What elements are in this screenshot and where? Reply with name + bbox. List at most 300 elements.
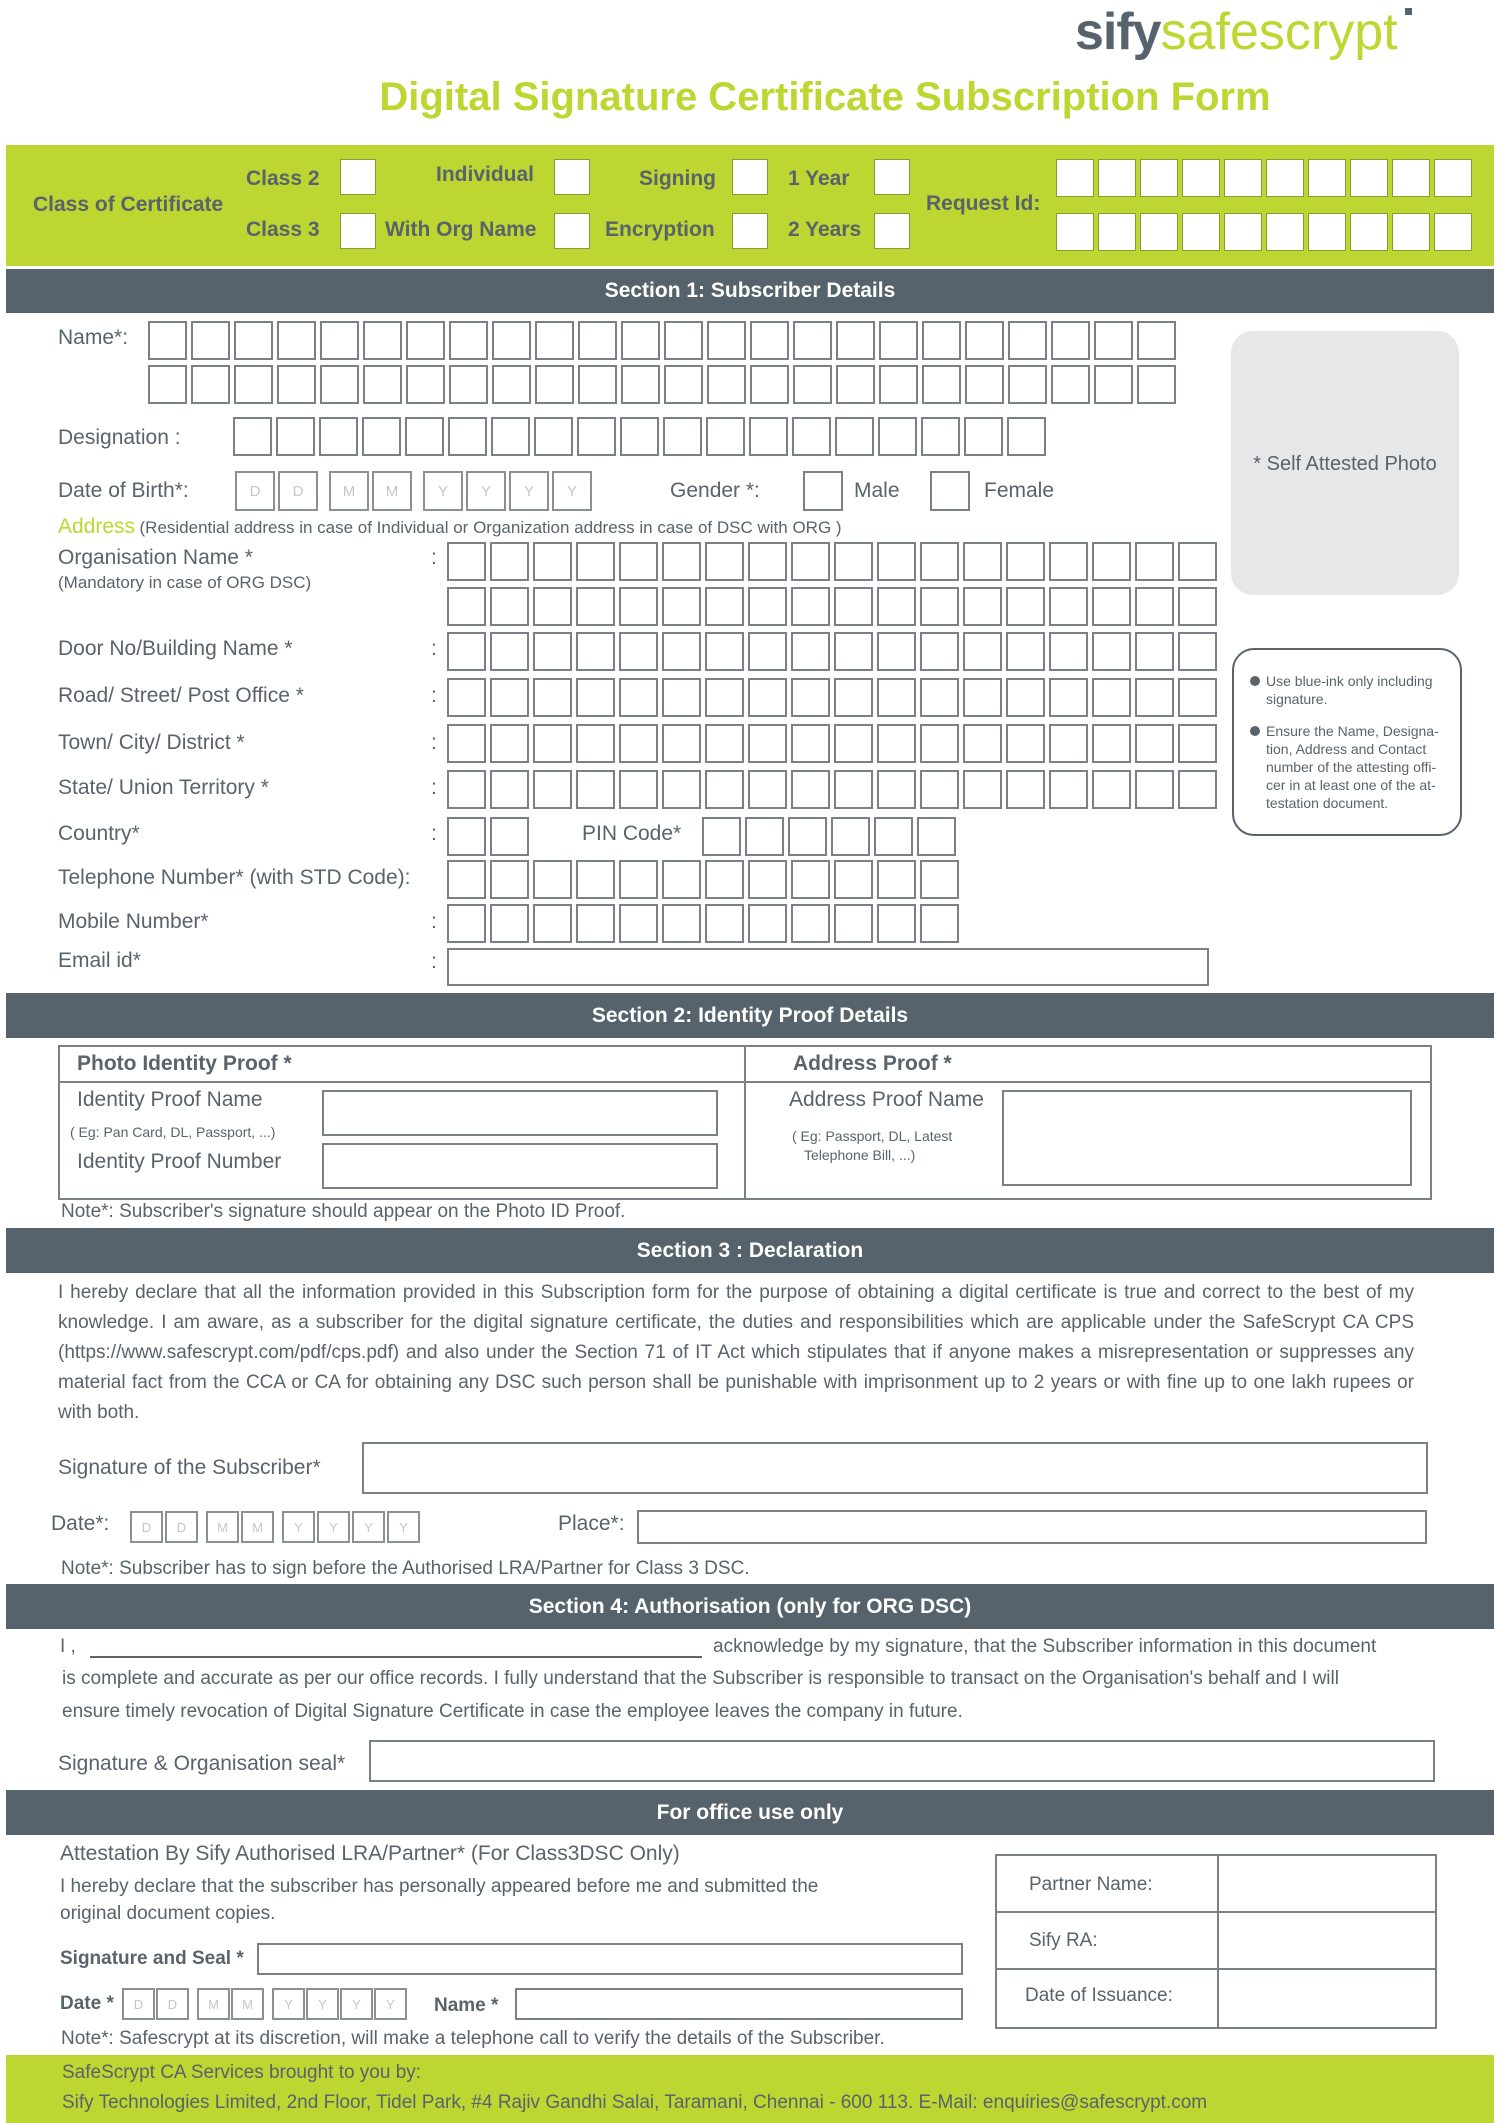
char-cell[interactable] xyxy=(576,587,615,626)
char-cell[interactable] xyxy=(1006,632,1045,671)
char-cell[interactable] xyxy=(1007,417,1046,456)
char-cell[interactable] xyxy=(963,724,1002,763)
request-id-cell[interactable] xyxy=(1434,213,1472,251)
char-cell[interactable] xyxy=(619,724,658,763)
char-cell[interactable] xyxy=(702,817,741,856)
char-cell[interactable] xyxy=(748,904,787,943)
char-cell[interactable] xyxy=(922,321,961,360)
char-cell[interactable] xyxy=(920,587,959,626)
char-cell[interactable] xyxy=(877,904,916,943)
request-id-cell[interactable] xyxy=(1434,159,1472,197)
char-cell[interactable] xyxy=(576,678,615,717)
photo-id-heading: Photo Identity Proof * xyxy=(77,1052,292,1075)
dob-year-cell[interactable]: Y xyxy=(552,471,592,511)
dob-day-cell[interactable]: D xyxy=(278,471,318,511)
char-cell[interactable] xyxy=(533,542,572,581)
char-cell[interactable] xyxy=(234,321,273,360)
char-cell[interactable] xyxy=(835,417,874,456)
char-cell[interactable] xyxy=(620,417,659,456)
char-cell[interactable] xyxy=(449,321,488,360)
char-cell[interactable] xyxy=(276,417,315,456)
char-cell[interactable] xyxy=(1049,724,1088,763)
char-cell[interactable] xyxy=(576,860,615,899)
char-cell[interactable] xyxy=(791,542,830,581)
colon: : xyxy=(431,546,437,569)
char-cell[interactable] xyxy=(705,542,744,581)
request-id-cell[interactable] xyxy=(1350,213,1388,251)
dob-label: Date of Birth*: xyxy=(58,479,189,502)
char-cell[interactable] xyxy=(791,904,830,943)
request-id-cell[interactable] xyxy=(1140,213,1178,251)
road-label: Road/ Street/ Post Office * xyxy=(58,684,304,707)
char-cell[interactable] xyxy=(1137,365,1176,404)
char-cell[interactable] xyxy=(920,542,959,581)
char-cell[interactable] xyxy=(834,904,873,943)
class3-checkbox[interactable] xyxy=(340,213,376,249)
encryption-checkbox[interactable] xyxy=(732,213,768,249)
address-proof-name-field[interactable] xyxy=(1002,1090,1412,1186)
char-cell[interactable] xyxy=(490,817,529,856)
request-id-cell[interactable] xyxy=(1392,159,1430,197)
char-cell[interactable] xyxy=(533,904,572,943)
char-cell[interactable] xyxy=(662,904,701,943)
char-cell[interactable] xyxy=(576,770,615,809)
date-month-cell[interactable]: M xyxy=(197,1988,230,2020)
char-cell[interactable] xyxy=(1135,678,1174,717)
date-year-cell[interactable]: Y xyxy=(387,1511,420,1543)
id-proof-name-field[interactable] xyxy=(322,1090,718,1136)
date-month-cell[interactable]: M xyxy=(231,1988,264,2020)
char-cell[interactable] xyxy=(662,632,701,671)
authoriser-name-line[interactable] xyxy=(90,1656,702,1658)
lra-signature-field[interactable] xyxy=(257,1943,963,1975)
char-cell[interactable] xyxy=(1178,678,1217,717)
char-cell[interactable] xyxy=(447,542,486,581)
class2-checkbox[interactable] xyxy=(340,159,376,195)
office-use-header: For office use only xyxy=(6,1790,1494,1835)
char-cell[interactable] xyxy=(363,321,402,360)
char-cell[interactable] xyxy=(1006,678,1045,717)
char-cell[interactable] xyxy=(447,678,486,717)
email-label: Email id* xyxy=(58,949,141,972)
char-cell[interactable] xyxy=(1092,724,1131,763)
char-cell[interactable] xyxy=(1008,365,1047,404)
char-cell[interactable] xyxy=(1092,632,1131,671)
request-id-cell[interactable] xyxy=(1140,159,1178,197)
name-row-1 xyxy=(148,321,1176,360)
char-cell[interactable] xyxy=(965,321,1004,360)
char-cell[interactable] xyxy=(793,365,832,404)
char-cell[interactable] xyxy=(662,678,701,717)
char-cell[interactable] xyxy=(748,632,787,671)
char-cell[interactable] xyxy=(705,678,744,717)
char-cell[interactable] xyxy=(877,860,916,899)
char-cell[interactable] xyxy=(662,724,701,763)
request-id-cell[interactable] xyxy=(1182,159,1220,197)
lra-signature-label: Signature and Seal * xyxy=(60,1948,244,1969)
char-cell[interactable] xyxy=(920,678,959,717)
char-cell[interactable] xyxy=(277,321,316,360)
char-cell[interactable] xyxy=(664,365,703,404)
char-cell[interactable] xyxy=(662,770,701,809)
char-cell[interactable] xyxy=(1094,321,1133,360)
org-name-row-2 xyxy=(447,587,1217,626)
char-cell[interactable] xyxy=(874,817,913,856)
char-cell[interactable] xyxy=(963,632,1002,671)
two-years-checkbox[interactable] xyxy=(874,213,910,249)
signing-checkbox[interactable] xyxy=(732,159,768,195)
address-note: (Residential address in case of Individual or Organization address in case of DSC with ORG ) xyxy=(139,518,842,537)
char-cell[interactable] xyxy=(533,860,572,899)
date-year-cell[interactable]: Y xyxy=(282,1511,315,1543)
request-id-cell[interactable] xyxy=(1224,159,1262,197)
declaration-date-label: Date*: xyxy=(51,1512,110,1535)
char-cell[interactable] xyxy=(1006,587,1045,626)
char-cell[interactable] xyxy=(748,587,787,626)
char-cell[interactable] xyxy=(748,770,787,809)
request-id-cell[interactable] xyxy=(1224,213,1262,251)
char-cell[interactable] xyxy=(320,321,359,360)
char-cell[interactable] xyxy=(578,321,617,360)
char-cell[interactable] xyxy=(1008,321,1047,360)
char-cell[interactable] xyxy=(877,724,916,763)
char-cell[interactable] xyxy=(662,542,701,581)
colon: : xyxy=(431,684,437,707)
char-cell[interactable] xyxy=(750,365,789,404)
char-cell[interactable] xyxy=(705,904,744,943)
request-id-cell[interactable] xyxy=(1266,213,1304,251)
char-cell[interactable] xyxy=(1049,542,1088,581)
char-cell[interactable] xyxy=(447,587,486,626)
char-cell[interactable] xyxy=(1178,632,1217,671)
char-cell[interactable] xyxy=(619,678,658,717)
char-cell[interactable] xyxy=(320,365,359,404)
char-cell[interactable] xyxy=(1051,321,1090,360)
char-cell[interactable] xyxy=(965,365,1004,404)
char-cell[interactable] xyxy=(447,904,486,943)
char-cell[interactable] xyxy=(447,817,486,856)
char-cell[interactable] xyxy=(920,724,959,763)
char-cell[interactable] xyxy=(490,678,529,717)
char-cell[interactable] xyxy=(319,417,358,456)
request-id-cell[interactable] xyxy=(1098,159,1136,197)
request-id-cell[interactable] xyxy=(1056,159,1094,197)
dob-year-cell[interactable]: Y xyxy=(423,471,463,511)
char-cell[interactable] xyxy=(1135,770,1174,809)
char-cell[interactable] xyxy=(490,904,529,943)
char-cell[interactable] xyxy=(750,321,789,360)
designation-row xyxy=(233,417,1046,456)
char-cell[interactable] xyxy=(705,587,744,626)
char-cell[interactable] xyxy=(663,417,702,456)
char-cell[interactable] xyxy=(917,817,956,856)
char-cell[interactable] xyxy=(791,770,830,809)
mobile-row xyxy=(447,904,959,943)
attestation-heading: Attestation By Sify Authorised LRA/Partner* (For Class3DSC Only) xyxy=(60,1842,680,1865)
char-cell[interactable] xyxy=(745,817,784,856)
dob-year-cell[interactable]: Y xyxy=(466,471,506,511)
char-cell[interactable] xyxy=(447,860,486,899)
date-year-cell[interactable]: Y xyxy=(374,1988,407,2020)
char-cell[interactable] xyxy=(748,724,787,763)
char-cell[interactable] xyxy=(1135,724,1174,763)
id-proof-example: ( Eg: Pan Card, DL, Passport, ...) xyxy=(70,1124,276,1140)
request-id-cell[interactable] xyxy=(1182,213,1220,251)
char-cell[interactable] xyxy=(1051,365,1090,404)
dob-month-cell[interactable]: M xyxy=(329,471,369,511)
char-cell[interactable] xyxy=(1135,632,1174,671)
colon: : xyxy=(431,910,437,933)
char-cell[interactable] xyxy=(619,770,658,809)
request-id-cell[interactable] xyxy=(1098,213,1136,251)
char-cell[interactable] xyxy=(920,632,959,671)
char-cell[interactable] xyxy=(705,724,744,763)
char-cell[interactable] xyxy=(234,365,273,404)
char-cell[interactable] xyxy=(879,365,918,404)
char-cell[interactable] xyxy=(1092,587,1131,626)
date-day-cell[interactable]: D xyxy=(165,1511,198,1543)
char-cell[interactable] xyxy=(791,632,830,671)
state-row xyxy=(447,770,1217,809)
char-cell[interactable] xyxy=(1137,321,1176,360)
char-cell[interactable] xyxy=(533,724,572,763)
date-month-cell[interactable]: M xyxy=(206,1511,239,1543)
org-seal-field[interactable] xyxy=(369,1740,1435,1782)
dob-year-cell[interactable]: Y xyxy=(509,471,549,511)
char-cell[interactable] xyxy=(1006,542,1045,581)
char-cell[interactable] xyxy=(791,587,830,626)
date-of-issuance-label: Date of Issuance: xyxy=(1025,1985,1173,2006)
char-cell[interactable] xyxy=(533,632,572,671)
char-cell[interactable] xyxy=(878,417,917,456)
request-id-cell[interactable] xyxy=(1392,213,1430,251)
char-cell[interactable] xyxy=(621,321,660,360)
char-cell[interactable] xyxy=(877,678,916,717)
char-cell[interactable] xyxy=(1092,542,1131,581)
with-org-name-checkbox[interactable] xyxy=(554,213,590,249)
char-cell[interactable] xyxy=(1006,770,1045,809)
char-cell[interactable] xyxy=(1049,770,1088,809)
char-cell[interactable] xyxy=(664,321,703,360)
char-cell[interactable] xyxy=(749,417,788,456)
dob-day-cell[interactable]: D xyxy=(235,471,275,511)
char-cell[interactable] xyxy=(706,417,745,456)
partner-name-field[interactable] xyxy=(1219,1856,1435,1911)
char-cell[interactable] xyxy=(277,365,316,404)
char-cell[interactable] xyxy=(1135,587,1174,626)
char-cell[interactable] xyxy=(877,770,916,809)
divider xyxy=(744,1047,746,1198)
char-cell[interactable] xyxy=(1178,587,1217,626)
char-cell[interactable] xyxy=(877,587,916,626)
char-cell[interactable] xyxy=(578,365,617,404)
char-cell[interactable] xyxy=(1094,365,1133,404)
char-cell[interactable] xyxy=(879,321,918,360)
date-month-cell[interactable]: M xyxy=(241,1511,274,1543)
char-cell[interactable] xyxy=(363,365,402,404)
char-cell[interactable] xyxy=(577,417,616,456)
char-cell[interactable] xyxy=(748,678,787,717)
lra-name-field[interactable] xyxy=(515,1988,963,2020)
char-cell[interactable] xyxy=(1178,724,1217,763)
subscriber-signature-field[interactable] xyxy=(362,1442,1428,1494)
char-cell[interactable] xyxy=(533,587,572,626)
char-cell[interactable] xyxy=(490,632,529,671)
char-cell[interactable] xyxy=(576,632,615,671)
char-cell[interactable] xyxy=(362,417,401,456)
char-cell[interactable] xyxy=(490,770,529,809)
char-cell[interactable] xyxy=(834,860,873,899)
char-cell[interactable] xyxy=(877,632,916,671)
char-cell[interactable] xyxy=(834,724,873,763)
char-cell[interactable] xyxy=(447,632,486,671)
char-cell[interactable] xyxy=(576,542,615,581)
char-cell[interactable] xyxy=(748,860,787,899)
char-cell[interactable] xyxy=(793,321,832,360)
email-field[interactable] xyxy=(447,948,1209,986)
char-cell[interactable] xyxy=(490,860,529,899)
char-cell[interactable] xyxy=(233,417,272,456)
char-cell[interactable] xyxy=(619,632,658,671)
char-cell[interactable] xyxy=(448,417,487,456)
class2-label: Class 2 xyxy=(246,167,320,190)
char-cell[interactable] xyxy=(619,860,658,899)
char-cell[interactable] xyxy=(1049,632,1088,671)
request-id-cell[interactable] xyxy=(1350,159,1388,197)
request-id-cell[interactable] xyxy=(1056,213,1094,251)
char-cell[interactable] xyxy=(1178,542,1217,581)
char-cell[interactable] xyxy=(791,724,830,763)
char-cell[interactable] xyxy=(447,724,486,763)
char-cell[interactable] xyxy=(576,904,615,943)
date-year-cell[interactable]: Y xyxy=(272,1988,305,2020)
char-cell[interactable] xyxy=(963,770,1002,809)
char-cell[interactable] xyxy=(920,770,959,809)
char-cell[interactable] xyxy=(1178,770,1217,809)
char-cell[interactable] xyxy=(490,542,529,581)
char-cell[interactable] xyxy=(920,904,959,943)
date-of-issuance-field[interactable] xyxy=(1219,1970,1435,2027)
sify-ra-field[interactable] xyxy=(1219,1913,1435,1968)
char-cell[interactable] xyxy=(922,365,961,404)
date-year-cell[interactable]: Y xyxy=(306,1988,339,2020)
char-cell[interactable] xyxy=(1135,542,1174,581)
individual-checkbox[interactable] xyxy=(554,159,590,195)
char-cell[interactable] xyxy=(576,724,615,763)
char-cell[interactable] xyxy=(191,365,230,404)
char-cell[interactable] xyxy=(1006,724,1045,763)
char-cell[interactable] xyxy=(406,365,445,404)
char-cell[interactable] xyxy=(662,860,701,899)
char-cell[interactable] xyxy=(963,678,1002,717)
char-cell[interactable] xyxy=(834,542,873,581)
char-cell[interactable] xyxy=(920,860,959,899)
char-cell[interactable] xyxy=(705,770,744,809)
char-cell[interactable] xyxy=(963,587,1002,626)
char-cell[interactable] xyxy=(490,724,529,763)
char-cell[interactable] xyxy=(492,365,531,404)
request-id-cell[interactable] xyxy=(1266,159,1304,197)
char-cell[interactable] xyxy=(836,365,875,404)
date-year-cell[interactable]: Y xyxy=(352,1511,385,1543)
char-cell[interactable] xyxy=(406,321,445,360)
char-cell[interactable] xyxy=(533,770,572,809)
char-cell[interactable] xyxy=(449,365,488,404)
char-cell[interactable] xyxy=(831,817,870,856)
char-cell[interactable] xyxy=(834,770,873,809)
char-cell[interactable] xyxy=(534,417,573,456)
char-cell[interactable] xyxy=(921,417,960,456)
char-cell[interactable] xyxy=(148,365,187,404)
char-cell[interactable] xyxy=(619,542,658,581)
date-year-cell[interactable]: Y xyxy=(317,1511,350,1543)
request-id-cell[interactable] xyxy=(1308,159,1346,197)
section2-header: Section 2: Identity Proof Details xyxy=(6,993,1494,1038)
char-cell[interactable] xyxy=(1049,678,1088,717)
request-id-cell[interactable] xyxy=(1308,213,1346,251)
char-cell[interactable] xyxy=(535,321,574,360)
char-cell[interactable] xyxy=(836,321,875,360)
char-cell[interactable] xyxy=(492,321,531,360)
char-cell[interactable] xyxy=(834,632,873,671)
char-cell[interactable] xyxy=(621,365,660,404)
char-cell[interactable] xyxy=(707,365,746,404)
org-name-note: (Mandatory in case of ORG DSC) xyxy=(58,573,312,592)
char-cell[interactable] xyxy=(705,860,744,899)
char-cell[interactable] xyxy=(619,587,658,626)
char-cell[interactable] xyxy=(834,587,873,626)
char-cell[interactable] xyxy=(447,770,486,809)
date-day-cell[interactable]: D xyxy=(122,1988,155,2020)
char-cell[interactable] xyxy=(791,860,830,899)
date-day-cell[interactable]: D xyxy=(130,1511,163,1543)
char-cell[interactable] xyxy=(877,542,916,581)
char-cell[interactable] xyxy=(964,417,1003,456)
char-cell[interactable] xyxy=(405,417,444,456)
male-checkbox[interactable] xyxy=(803,471,843,511)
char-cell[interactable] xyxy=(1049,587,1088,626)
char-cell[interactable] xyxy=(191,321,230,360)
char-cell[interactable] xyxy=(748,542,787,581)
char-cell[interactable] xyxy=(788,817,827,856)
partner-name-label: Partner Name: xyxy=(1029,1874,1153,1895)
char-cell[interactable] xyxy=(792,417,831,456)
char-cell[interactable] xyxy=(619,904,658,943)
char-cell[interactable] xyxy=(705,632,744,671)
date-day-cell[interactable]: D xyxy=(156,1988,189,2020)
footer-line-1: SafeScrypt CA Services brought to you by: xyxy=(62,2062,422,2083)
char-cell[interactable] xyxy=(148,321,187,360)
char-cell[interactable] xyxy=(535,365,574,404)
char-cell[interactable] xyxy=(533,678,572,717)
char-cell[interactable] xyxy=(1092,678,1131,717)
female-checkbox[interactable] xyxy=(930,471,970,511)
photo-box[interactable] xyxy=(1231,331,1459,595)
char-cell[interactable] xyxy=(834,678,873,717)
date-year-cell[interactable]: Y xyxy=(340,1988,373,2020)
char-cell[interactable] xyxy=(662,587,701,626)
place-field[interactable] xyxy=(637,1510,1427,1544)
one-year-checkbox[interactable] xyxy=(874,159,910,195)
char-cell[interactable] xyxy=(490,587,529,626)
char-cell[interactable] xyxy=(1092,770,1131,809)
id-proof-number-field[interactable] xyxy=(322,1143,718,1189)
char-cell[interactable] xyxy=(707,321,746,360)
char-cell[interactable] xyxy=(491,417,530,456)
char-cell[interactable] xyxy=(791,678,830,717)
char-cell[interactable] xyxy=(963,542,1002,581)
dob-month-cell[interactable]: M xyxy=(372,471,412,511)
